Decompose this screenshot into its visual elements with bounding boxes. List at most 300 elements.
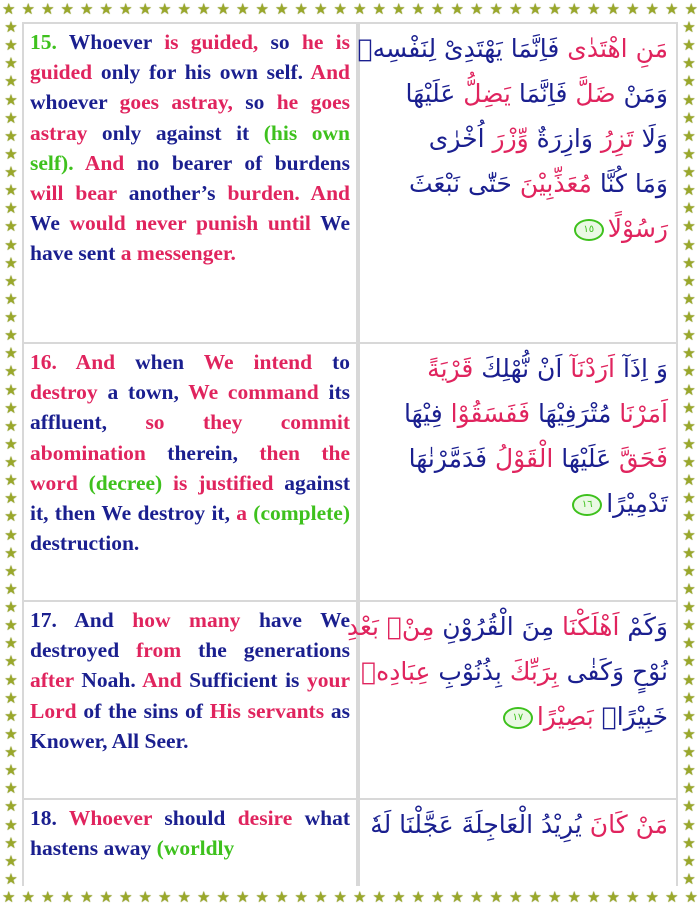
ayah-number-marker: ١٧ xyxy=(503,707,533,729)
english-text-segment: he goes astray xyxy=(30,90,350,145)
english-text-segment: would never punish xyxy=(69,211,268,236)
star-icon: ★ xyxy=(4,308,18,326)
star-icon: ★ xyxy=(333,888,347,906)
english-text-segment: should xyxy=(164,806,238,830)
arabic-text-segment: خَبِيْرًاۢ xyxy=(593,702,668,731)
star-icon: ★ xyxy=(682,344,696,363)
star-icon: ★ xyxy=(682,761,696,780)
english-text-segment: (complete) xyxy=(253,501,350,526)
english-text-segment: a xyxy=(236,501,254,526)
star-icon: ★ xyxy=(236,888,250,906)
star-icon: ★ xyxy=(682,289,696,308)
english-text-segment: 17. xyxy=(30,608,75,632)
arabic-cell xyxy=(360,344,676,600)
star-icon: ★ xyxy=(4,126,18,145)
star-icon: ★ xyxy=(21,888,35,906)
star-icon: ★ xyxy=(4,743,18,761)
english-text-segment: (decree) xyxy=(88,470,174,495)
star-icon: ★ xyxy=(4,869,18,888)
english-text-segment: a town, xyxy=(107,380,189,405)
star-icon: ★ xyxy=(682,181,696,200)
english-text-segment: And xyxy=(310,181,350,206)
star-icon: ★ xyxy=(2,888,16,906)
arabic-line xyxy=(368,694,668,739)
english-text-segment: desire xyxy=(237,806,305,830)
star-icon: ★ xyxy=(682,126,696,145)
arabic-text-segment: وَمَا كُنَّا xyxy=(591,169,668,198)
star-icon: ★ xyxy=(548,0,562,18)
star-icon: ★ xyxy=(645,0,659,18)
star-icon: ★ xyxy=(236,0,250,18)
english-text-segment: the generations xyxy=(198,638,350,663)
star-icon: ★ xyxy=(4,706,18,725)
star-icon: ★ xyxy=(682,489,696,508)
star-icon: ★ xyxy=(528,888,542,906)
star-icon: ★ xyxy=(4,271,18,290)
star-icon: ★ xyxy=(60,888,74,906)
star-icon: ★ xyxy=(158,888,172,906)
ayah-number-marker: ١٦ xyxy=(572,494,602,516)
star-icon: ★ xyxy=(4,543,18,562)
english-text-segment: until xyxy=(267,211,321,236)
arabic-cell xyxy=(357,24,676,342)
english-cell xyxy=(24,602,356,798)
english-text-segment: We command xyxy=(188,380,329,405)
star-icon: ★ xyxy=(99,0,113,18)
star-icon: ★ xyxy=(4,380,18,399)
english-text-segment: burden. xyxy=(227,181,311,206)
star-icon: ★ xyxy=(489,0,503,18)
star-icon: ★ xyxy=(4,108,18,127)
star-icon: ★ xyxy=(682,779,696,798)
verse-row-18 xyxy=(22,798,678,886)
ayah-number-marker: ١٥ xyxy=(574,219,604,241)
star-icon: ★ xyxy=(4,434,18,453)
star-icon: ★ xyxy=(4,326,18,345)
english-text-segment: Whoever xyxy=(68,30,165,54)
english-text-segment: Whoever xyxy=(68,806,165,830)
english-text-segment: destruction. xyxy=(30,531,140,556)
star-icon: ★ xyxy=(4,18,18,36)
arabic-text-segment: حَتّٰى نَبْعَثَ xyxy=(408,169,512,198)
star-icon: ★ xyxy=(682,398,696,417)
star-icon: ★ xyxy=(684,0,698,18)
star-icon: ★ xyxy=(275,0,289,18)
star-icon: ★ xyxy=(509,888,523,906)
star-icon: ★ xyxy=(682,616,696,635)
star-icon: ★ xyxy=(665,888,679,906)
star-icon: ★ xyxy=(4,471,18,490)
star-icon: ★ xyxy=(392,888,406,906)
english-text-segment: after xyxy=(30,668,82,693)
arabic-line xyxy=(368,116,668,161)
arabic-text-segment: عَلَيْهَا xyxy=(553,444,612,473)
star-icon: ★ xyxy=(41,0,55,18)
arabic-text-segment: وَكَمْ xyxy=(619,612,668,641)
star-icon: ★ xyxy=(372,0,386,18)
star-icon: ★ xyxy=(682,579,696,598)
star-icon: ★ xyxy=(4,525,18,544)
star-icon: ★ xyxy=(682,308,696,326)
star-icon: ★ xyxy=(4,36,18,55)
star-icon: ★ xyxy=(294,888,308,906)
star-icon: ★ xyxy=(682,163,696,181)
arabic-text-segment: نُوْحٍ xyxy=(624,657,668,686)
star-icon: ★ xyxy=(682,72,696,91)
arabic-text-segment: مِنْۢ بَعْدِ xyxy=(346,612,435,641)
arabic-line xyxy=(368,346,668,391)
english-text-segment: whoever xyxy=(30,90,120,115)
arabic-line xyxy=(368,436,668,481)
star-icon: ★ xyxy=(548,888,562,906)
english-cell xyxy=(24,24,356,342)
english-text-segment: servants xyxy=(247,698,331,723)
star-icon: ★ xyxy=(138,888,152,906)
star-icon: ★ xyxy=(4,144,18,163)
english-text-segment: against it, then We destroy it, xyxy=(30,470,351,526)
arabic-cell xyxy=(360,800,676,886)
star-icon: ★ xyxy=(138,0,152,18)
arabic-text-segment: وَازِرَةٌ xyxy=(528,124,593,153)
english-text-segment: another’s xyxy=(128,181,228,206)
english-text-segment: destroy xyxy=(30,380,108,405)
arabic-text-segment: بِذُنُوْبِ xyxy=(430,657,502,686)
star-icon: ★ xyxy=(450,0,464,18)
english-text-segment: so xyxy=(245,90,277,115)
english-text-segment: a messenger. xyxy=(120,241,236,266)
english-text-segment: as Knower, xyxy=(30,698,351,753)
star-icon: ★ xyxy=(682,688,696,707)
star-icon: ★ xyxy=(431,0,445,18)
star-icon: ★ xyxy=(682,598,696,616)
english-text-segment: so xyxy=(270,30,302,54)
star-icon: ★ xyxy=(682,326,696,345)
bottom-star-border xyxy=(0,888,700,906)
verse-row-16 xyxy=(22,342,678,600)
star-icon: ★ xyxy=(4,797,18,816)
star-icon: ★ xyxy=(60,0,74,18)
star-icon: ★ xyxy=(216,0,230,18)
star-icon: ★ xyxy=(353,888,367,906)
star-icon: ★ xyxy=(682,434,696,453)
english-text-segment: when xyxy=(135,350,204,374)
arabic-text-segment: اَنْ نُّهْلِكَ xyxy=(473,354,563,383)
star-icon: ★ xyxy=(509,0,523,18)
star-icon: ★ xyxy=(682,18,696,36)
star-icon: ★ xyxy=(4,72,18,91)
star-icon: ★ xyxy=(684,888,698,906)
english-text-segment: so they commit abomination xyxy=(30,410,350,465)
star-icon: ★ xyxy=(216,888,230,906)
star-icon: ★ xyxy=(682,90,696,109)
star-icon: ★ xyxy=(450,888,464,906)
star-icon: ★ xyxy=(682,706,696,725)
star-icon: ★ xyxy=(489,888,503,906)
arabic-text-segment: رَسُوْلًا xyxy=(607,214,668,243)
star-icon: ★ xyxy=(21,0,35,18)
english-text-segment: His xyxy=(209,698,248,723)
star-icon: ★ xyxy=(682,271,696,290)
arabic-line xyxy=(368,391,668,436)
arabic-text-segment: يُرِيْدُ xyxy=(533,810,582,839)
english-text-segment: will bear xyxy=(30,181,129,206)
star-icon: ★ xyxy=(567,888,581,906)
arabic-text-segment: اَرَدْنَآ xyxy=(562,354,615,383)
star-icon: ★ xyxy=(4,833,18,852)
english-text-segment: have We xyxy=(258,608,350,632)
star-icon: ★ xyxy=(682,797,696,816)
english-cell xyxy=(24,800,356,886)
arabic-line xyxy=(368,161,668,206)
verse-row-15 xyxy=(22,22,678,342)
english-text-segment: its affluent, xyxy=(30,380,350,435)
star-icon: ★ xyxy=(4,398,18,417)
english-text-segment: goes astray, xyxy=(119,90,246,115)
english-text-segment: is guided, xyxy=(164,30,271,54)
star-icon: ★ xyxy=(682,199,696,218)
arabic-line xyxy=(357,26,668,71)
star-icon: ★ xyxy=(567,0,581,18)
star-icon: ★ xyxy=(4,761,18,780)
star-icon: ★ xyxy=(255,0,269,18)
arabic-text-segment: فِيْهَا xyxy=(404,399,443,428)
star-icon: ★ xyxy=(682,507,696,526)
english-text-segment: And xyxy=(310,60,350,85)
star-icon: ★ xyxy=(4,289,18,308)
star-icon: ★ xyxy=(255,888,269,906)
star-icon: ★ xyxy=(682,108,696,127)
star-icon: ★ xyxy=(682,815,696,834)
star-icon: ★ xyxy=(470,0,484,18)
star-icon: ★ xyxy=(4,181,18,200)
star-icon: ★ xyxy=(41,888,55,906)
arabic-text-segment: مَنْ كَانَ xyxy=(581,810,668,839)
star-icon: ★ xyxy=(4,579,18,598)
english-text-segment: destroyed xyxy=(30,638,137,663)
arabic-text-segment: فَاِنَّمَا xyxy=(510,79,568,108)
star-icon: ★ xyxy=(4,779,18,798)
arabic-text-segment: ضَلَّ xyxy=(567,79,616,108)
star-icon: ★ xyxy=(682,525,696,544)
star-icon: ★ xyxy=(197,0,211,18)
english-text-segment: Sufficient xyxy=(189,668,286,693)
arabic-text-segment: مَنِ اهْتَدٰى xyxy=(559,34,668,63)
star-icon: ★ xyxy=(682,235,696,254)
arabic-text-segment: تَزِرُ xyxy=(592,124,634,153)
arabic-text-segment: مُعَذِّبِيْنَ xyxy=(511,169,592,198)
english-text-segment: then the word xyxy=(30,440,351,495)
english-text-segment: 16. xyxy=(30,350,76,374)
star-icon: ★ xyxy=(4,163,18,181)
star-icon: ★ xyxy=(314,888,328,906)
star-icon: ★ xyxy=(606,888,620,906)
translation-table xyxy=(22,22,678,886)
star-icon: ★ xyxy=(682,362,696,381)
star-icon: ★ xyxy=(158,0,172,18)
star-icon: ★ xyxy=(682,833,696,852)
arabic-line xyxy=(368,71,668,116)
top-star-border xyxy=(0,0,700,18)
star-icon: ★ xyxy=(682,652,696,671)
arabic-text-segment: عَلَيْهَا xyxy=(405,79,456,108)
star-icon: ★ xyxy=(4,344,18,363)
left-star-border xyxy=(2,18,20,888)
star-icon: ★ xyxy=(119,888,133,906)
english-text-segment: We have sent xyxy=(30,211,350,266)
star-icon: ★ xyxy=(4,253,18,272)
english-text-segment: And xyxy=(142,668,190,693)
english-text-segment: And xyxy=(74,608,133,632)
star-icon: ★ xyxy=(682,743,696,761)
english-text-segment: what hastens away xyxy=(30,806,350,861)
star-icon: ★ xyxy=(4,217,18,236)
arabic-text-segment: عِبَادِهٖ xyxy=(361,657,431,686)
english-text-segment: to xyxy=(332,350,350,374)
arabic-line xyxy=(368,802,668,847)
english-text-segment: And xyxy=(84,150,137,175)
arabic-text-segment: وَ اِذَآ xyxy=(615,354,668,383)
arabic-text-segment: تَدْمِيْرًا xyxy=(606,489,668,518)
english-text-segment: (his own self). xyxy=(30,120,350,175)
star-icon: ★ xyxy=(4,54,18,73)
star-icon: ★ xyxy=(645,888,659,906)
english-text-segment: only for his own self. xyxy=(100,60,311,85)
arabic-text-segment: فَدَمَّرْنٰهَا xyxy=(408,444,488,473)
star-icon: ★ xyxy=(294,0,308,18)
english-text-segment: Noah. xyxy=(81,668,143,693)
english-text-segment: All Seer. xyxy=(111,728,189,753)
english-text-segment: 15. xyxy=(30,30,69,54)
arabic-text-segment: وَكَفٰى xyxy=(558,657,625,686)
arabic-text-segment: قَرْيَةً xyxy=(427,354,474,383)
star-icon: ★ xyxy=(682,144,696,163)
star-icon: ★ xyxy=(682,416,696,435)
verse-row-17 xyxy=(22,600,678,798)
star-icon: ★ xyxy=(4,815,18,834)
english-text-segment: your Lord xyxy=(30,668,350,723)
arabic-line xyxy=(361,649,668,694)
star-icon: ★ xyxy=(431,888,445,906)
arabic-text-segment: مِنَ الْقُرُوْنِ xyxy=(434,612,555,641)
star-icon: ★ xyxy=(2,0,16,18)
arabic-text-segment: يَضِلُّ xyxy=(455,79,511,108)
arabic-text-segment: عَجَّلْنَا لَهٗ xyxy=(370,810,454,839)
star-icon: ★ xyxy=(119,0,133,18)
star-icon: ★ xyxy=(665,0,679,18)
star-icon: ★ xyxy=(682,724,696,743)
star-icon: ★ xyxy=(4,652,18,671)
star-icon: ★ xyxy=(177,0,191,18)
star-icon: ★ xyxy=(682,561,696,580)
english-text-segment: therein, xyxy=(167,440,260,465)
english-text-segment: from xyxy=(136,638,199,663)
star-icon: ★ xyxy=(4,634,18,653)
star-icon: ★ xyxy=(4,199,18,218)
star-icon: ★ xyxy=(682,543,696,562)
star-icon: ★ xyxy=(372,888,386,906)
arabic-line xyxy=(368,206,668,251)
arabic-text-segment: فَفَسَقُوْا xyxy=(442,399,531,428)
star-icon: ★ xyxy=(275,888,289,906)
english-text-segment: only against it xyxy=(101,120,264,145)
star-icon: ★ xyxy=(4,688,18,707)
arabic-text-segment: اَمَرْنَا xyxy=(611,399,668,428)
star-icon: ★ xyxy=(682,36,696,55)
star-icon: ★ xyxy=(4,724,18,743)
star-icon: ★ xyxy=(4,507,18,526)
english-text-segment: how many xyxy=(132,608,259,632)
arabic-text-segment: مُتْرَفِيْهَا xyxy=(530,399,612,428)
arabic-cell xyxy=(346,602,676,798)
english-text-segment: is xyxy=(285,668,307,693)
star-icon: ★ xyxy=(682,453,696,471)
arabic-text-segment: اَهْلَكْنَا xyxy=(554,612,620,641)
star-icon: ★ xyxy=(682,253,696,272)
star-icon: ★ xyxy=(392,0,406,18)
star-icon: ★ xyxy=(682,670,696,689)
arabic-text-segment: الْعَاجِلَةَ xyxy=(453,810,534,839)
star-icon: ★ xyxy=(4,489,18,508)
star-icon: ★ xyxy=(4,851,18,870)
star-icon: ★ xyxy=(99,888,113,906)
star-icon: ★ xyxy=(587,888,601,906)
star-icon: ★ xyxy=(587,0,601,18)
star-icon: ★ xyxy=(4,616,18,635)
star-icon: ★ xyxy=(606,0,620,18)
english-text-segment: is justified xyxy=(173,470,285,495)
arabic-text-segment: بَصِيْرًا xyxy=(536,702,594,731)
star-icon: ★ xyxy=(4,670,18,689)
arabic-text-segment: الْقَوْلُ xyxy=(487,444,554,473)
arabic-text-segment: وَمَنْ xyxy=(615,79,668,108)
english-text-segment: (worldly xyxy=(156,836,235,861)
english-text-segment: he is guided xyxy=(30,30,350,85)
english-text-segment: And xyxy=(75,350,136,374)
star-icon: ★ xyxy=(314,0,328,18)
star-icon: ★ xyxy=(682,380,696,399)
star-icon: ★ xyxy=(4,561,18,580)
star-icon: ★ xyxy=(411,888,425,906)
english-text-segment: We xyxy=(30,211,70,236)
star-icon: ★ xyxy=(4,90,18,109)
arabic-text-segment: اُخْرٰى xyxy=(428,124,485,153)
star-icon: ★ xyxy=(80,0,94,18)
star-icon: ★ xyxy=(4,416,18,435)
star-icon: ★ xyxy=(682,54,696,73)
star-icon: ★ xyxy=(197,888,211,906)
star-icon: ★ xyxy=(4,453,18,471)
star-icon: ★ xyxy=(177,888,191,906)
arabic-text-segment: فَاِنَّمَا يَهْتَدِىْ لِنَفْسِهٖ xyxy=(357,34,560,63)
star-icon: ★ xyxy=(528,0,542,18)
star-icon: ★ xyxy=(626,888,640,906)
star-icon: ★ xyxy=(411,0,425,18)
star-icon: ★ xyxy=(80,888,94,906)
arabic-text-segment: فَحَقَّ xyxy=(611,444,668,473)
english-text-segment: 18. xyxy=(30,806,69,830)
star-icon: ★ xyxy=(682,217,696,236)
english-cell xyxy=(24,344,356,600)
star-icon: ★ xyxy=(682,471,696,490)
right-star-border xyxy=(680,18,698,888)
star-icon: ★ xyxy=(626,0,640,18)
english-text-segment: of the sins of xyxy=(83,698,210,723)
star-icon: ★ xyxy=(4,235,18,254)
star-icon: ★ xyxy=(470,888,484,906)
arabic-line xyxy=(346,604,668,649)
star-icon: ★ xyxy=(4,362,18,381)
english-text-segment: We intend xyxy=(203,350,333,374)
